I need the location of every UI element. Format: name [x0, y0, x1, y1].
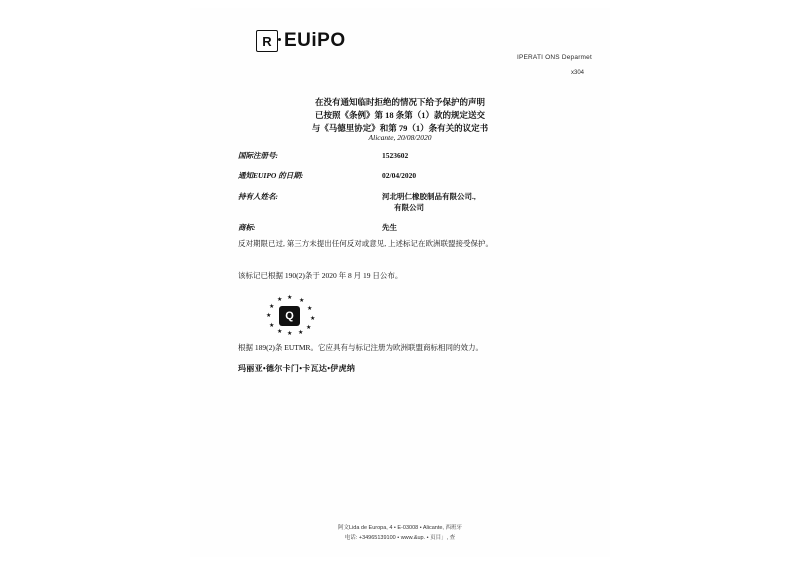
star-icon: ★: [307, 306, 313, 312]
star-icon: ★: [298, 330, 304, 336]
star-icon: ★: [277, 297, 283, 303]
euipo-logo: [256, 30, 346, 52]
logo-dot-icon: [278, 38, 281, 41]
title-line-3: 与《马德里协定》和第 79（1）条有关的议定书: [311, 123, 489, 134]
field-label: 通知EUIPO 的日期:: [238, 171, 304, 181]
field-label: 商标:: [238, 223, 256, 232]
eu-emblem: [262, 296, 318, 336]
field-row: [190, 150, 610, 161]
document-footer: [190, 524, 610, 543]
star-icon: ★: [287, 331, 293, 337]
field-value-line-2: 有限公司: [394, 202, 424, 212]
euipo-logo-text: EUiPO: [284, 30, 346, 51]
star-icon: ★: [277, 329, 283, 335]
emblem-center-letter: Q: [279, 306, 300, 326]
paragraph-opposition: 反对期限已过, 第三方未提出任何反对或意见, 上述标记在欧洲联盟接受保护。: [238, 239, 493, 248]
field-label: 持有人姓名:: [238, 191, 278, 201]
field-row: [190, 170, 610, 181]
eu-emblem-stars: [262, 296, 318, 336]
star-icon: ★: [310, 316, 316, 322]
department-line: IPERATI ONS Deparmet: [516, 54, 592, 61]
field-label: 国际注册号:: [238, 151, 278, 160]
field-value: 1523602: [382, 151, 409, 160]
field-row: [190, 222, 610, 233]
logo-mark-letter: R: [262, 33, 272, 49]
document-number: x304: [570, 70, 584, 76]
signatory-name: 玛丽亚•德尔卡门•卡瓦达•伊虎纳: [238, 364, 356, 373]
star-icon: ★: [269, 304, 275, 310]
field-row: [190, 191, 610, 214]
field-value: [360, 191, 610, 214]
star-icon: ★: [306, 325, 312, 331]
field-value-line-1: 河北明仁橡胶制品有限公司.,: [382, 191, 476, 201]
star-icon: ★: [287, 295, 293, 301]
footer-address: 阿文Lida de Europa, 4 • E-03008 • Alicante, 西班牙: [337, 525, 462, 532]
title-line-1: 在没有通知临时拒绝的情况下给予保护的声明: [314, 97, 485, 107]
title-line-2: 已按照《条例》第 18 条第（1）款的规定送交: [314, 110, 485, 121]
star-icon: ★: [266, 313, 272, 319]
document-sheet: [190, 8, 610, 557]
euipo-logo-mark-icon: [256, 30, 278, 52]
paragraph-publication: 该标记已根据 190(2)条于 2020 年 8 月 19 日公布。: [238, 271, 403, 280]
document-title: [190, 96, 610, 136]
star-icon: ★: [269, 323, 275, 329]
field-list: [190, 150, 610, 242]
paragraph-effect: 根据 189(2)条 EUTMR。它应具有与标记注册为欧洲联盟商标相同的效力。: [238, 343, 483, 352]
place-and-date: Alicante, 20/08/2020: [368, 133, 432, 142]
footer-contact: 电话: +34965139100 • www.&up. • 页目」, 查: [344, 534, 456, 541]
field-value: 先生: [382, 223, 397, 232]
field-value: 02/04/2020: [382, 171, 417, 181]
star-icon: ★: [299, 298, 305, 304]
